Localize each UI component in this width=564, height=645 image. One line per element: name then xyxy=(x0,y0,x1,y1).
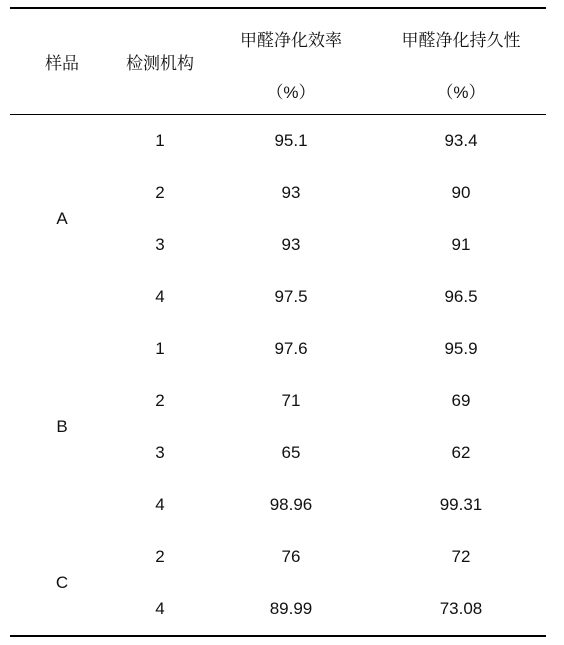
header-durability-unit: （%） xyxy=(376,67,546,115)
durability-cell: 99.31 xyxy=(439,495,483,514)
durability-cell: 72 xyxy=(451,547,471,566)
header-sample: 样品 xyxy=(10,8,114,115)
efficiency-cell: 97.5 xyxy=(274,287,308,306)
durability-cell: 93.4 xyxy=(444,131,478,150)
institution-cell: 2 xyxy=(155,183,165,202)
header-efficiency-unit: （%） xyxy=(206,67,376,115)
efficiency-cell: 65 xyxy=(281,443,301,462)
institution-cell: 2 xyxy=(155,391,165,410)
durability-cell: 96.5 xyxy=(444,287,478,306)
institution-cell: 1 xyxy=(155,339,165,358)
institution-cell: 3 xyxy=(155,235,165,254)
durability-cell: 91 xyxy=(451,235,471,254)
efficiency-cell: 71 xyxy=(281,391,301,410)
formaldehyde-results-table xyxy=(10,7,546,637)
durability-cell: 90 xyxy=(451,183,471,202)
institution-cell: 4 xyxy=(114,583,206,636)
durability-cell: 95.9 xyxy=(444,339,478,358)
efficiency-cell: 97.6 xyxy=(274,339,308,358)
table-row xyxy=(10,115,546,168)
efficiency-cell: 95.1 xyxy=(274,131,308,150)
durability-cell: 69 xyxy=(451,391,471,410)
institution-cell: 2 xyxy=(155,547,165,566)
durability-cell: 73.08 xyxy=(376,583,546,636)
table-row xyxy=(10,531,546,583)
efficiency-cell: 93 xyxy=(281,183,301,202)
institution-cell: 4 xyxy=(155,495,165,514)
header-row-1 xyxy=(10,8,546,67)
institution-cell: 1 xyxy=(155,131,165,150)
table-row xyxy=(10,323,546,375)
header-durability: 甲醛净化持久性 xyxy=(376,8,546,67)
efficiency-cell: 98.96 xyxy=(269,495,313,514)
durability-cell: 62 xyxy=(451,443,471,462)
sample-cell: B xyxy=(56,417,68,436)
sample-cell: C xyxy=(10,531,114,636)
header-efficiency: 甲醛净化效率 xyxy=(206,8,376,67)
efficiency-cell: 89.99 xyxy=(206,583,376,636)
institution-cell: 3 xyxy=(155,443,165,462)
efficiency-cell: 93 xyxy=(281,235,301,254)
sample-cell: A xyxy=(56,209,68,228)
institution-cell: 4 xyxy=(155,287,165,306)
efficiency-cell: 76 xyxy=(281,547,301,566)
header-institution: 检测机构 xyxy=(114,8,206,115)
